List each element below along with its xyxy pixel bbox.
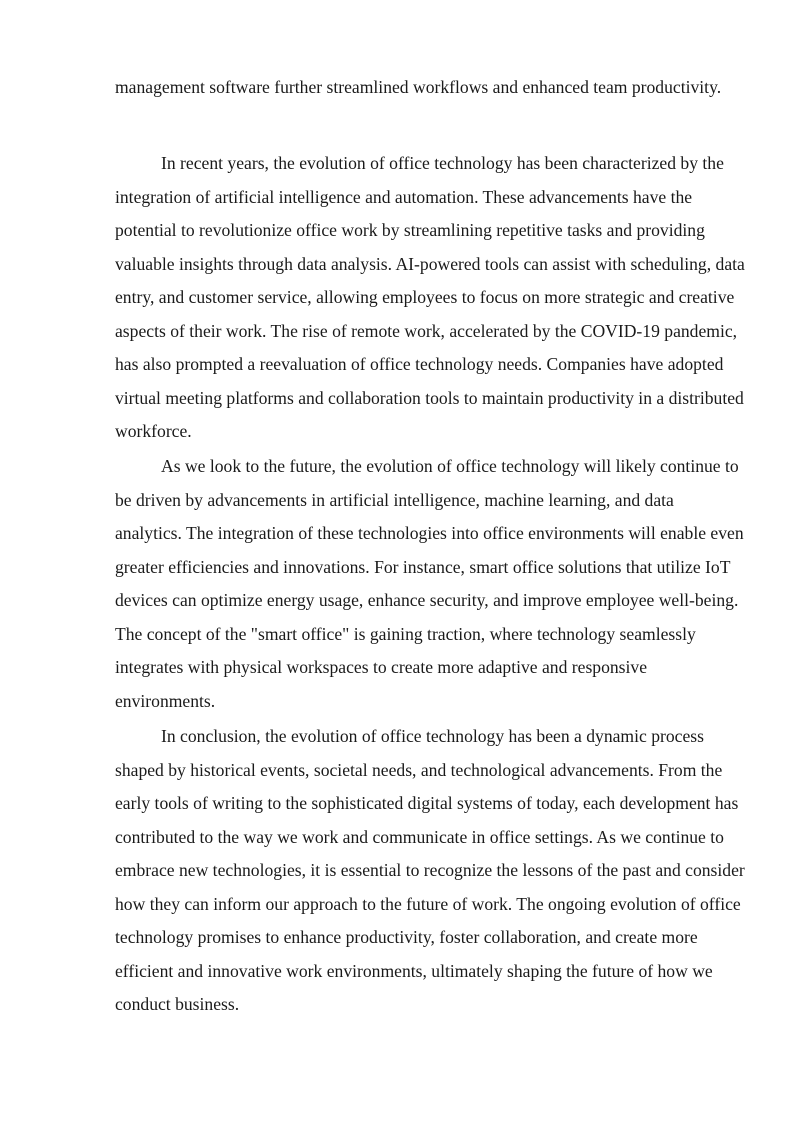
paragraph-future: As we look to the future, the evolution of office technology will likely continue to be driven by advancements in artificial intelligence, machine learning, and data analytics. The integration of these technologies into office environments will enable even greater efficiencies and innovations. For instance, smart office solutions that utilize IoT devices can optimize energy usage, enhance security, and improve employee well-being. The concept of the "smart office" is gaining traction, where technology seamlessly integrates with physical workspaces to create more adaptive and responsive environments. bbox=[115, 456, 744, 711]
paragraph-conclusion: In conclusion, the evolution of office technology has been a dynamic process shaped by historical events, societal needs, and technological advancements. From the early tools of writing to the sophisticated digital systems of today, each development has contributed to the way we work and communicate in office settings. As we continue to embrace new technologies, it is essential to recognize the lessons of the past and consider how they can inform our approach to the future of work. The ongoing evolution of office technology promises to enhance productivity, foster collaboration, and create more efficient and innovative work environments, ultimately shaping the future of how we conduct business. bbox=[115, 726, 745, 1014]
paragraph-recent-years: In recent years, the evolution of office technology has been characterized by the integration of artificial intelligence and automation. These advancements have the potential to revolutionize office work by streamlining repetitive tasks and providing valuable insights through data analysis. AI-powered tools can assist with scheduling, data entry, and customer service, allowing employees to focus on more strategic and creative aspects of their work. The rise of remote work, accelerated by the COVID-19 pandemic, has also prompted a reevaluation of office technology needs. Companies have adopted virtual meeting platforms and collaboration tools to maintain productivity in a distributed workforce. bbox=[115, 153, 745, 441]
paragraph-continuation: management software further streamlined workflows and enhanced team productivity. bbox=[115, 77, 722, 97]
